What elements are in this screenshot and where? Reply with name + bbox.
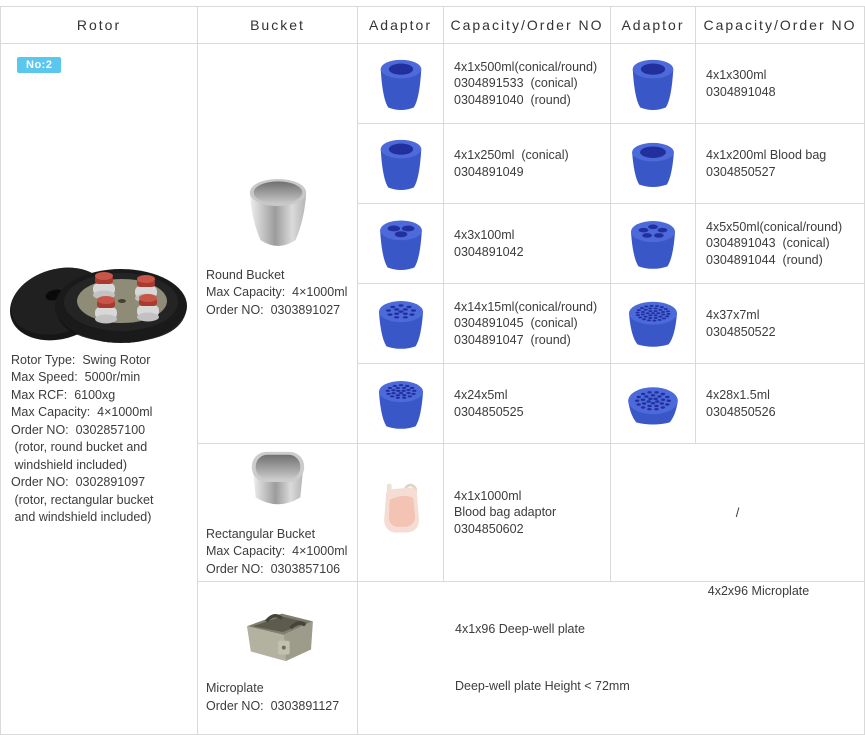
adaptor-cup-1hole-icon (624, 53, 682, 115)
bucket-spec-line: Max Capacity: 4×1000ml (206, 285, 348, 300)
adaptor-cell (611, 44, 696, 124)
col-header-rotor: Rotor (1, 7, 198, 44)
product-table (0, 6, 865, 735)
rotor-cell (1, 44, 198, 735)
adaptor-cell (358, 44, 444, 124)
col-header-capacity-1: Capacity/Order NO (444, 7, 611, 44)
rotor-spec-line: Rotor Type: Swing Rotor (11, 352, 151, 367)
rectangular-bucket-specs (198, 526, 357, 579)
rotor-specs (11, 352, 187, 527)
capacity-line: 0304891533 (conical) (454, 76, 578, 91)
capacity-line: 0304850525 (454, 404, 524, 419)
capacity-line: 0304891040 (round) (454, 92, 571, 107)
adaptor-cup-37hole-icon (623, 294, 683, 354)
capacity-line: 4x1x200ml Blood bag (706, 148, 827, 162)
bucket-spec-line: Round Bucket (206, 267, 285, 282)
capacity-cell (444, 204, 611, 284)
adaptor-cell (358, 124, 444, 204)
adaptor-cell (358, 364, 444, 444)
adaptor-cup-1hole-short-icon (624, 133, 682, 195)
rectangular-bucket-cell (198, 444, 358, 582)
capacity-cell (444, 444, 611, 582)
blood-bag-adaptor-image (374, 528, 428, 545)
bucket-spec-line: Microplate (206, 681, 264, 695)
capacity-cell (696, 284, 865, 364)
rectangular-bucket-image (246, 447, 310, 518)
microplate-capacity-text: 4x2x96 Microplate (707, 584, 810, 598)
capacity-cell (696, 204, 865, 284)
capacity-line: Blood bag adaptor (454, 505, 557, 520)
rotor-spec-line: (rotor, rectangular bucket (11, 492, 154, 507)
capacity-cell (696, 364, 865, 444)
bucket-spec-line: Order NO: 0303857106 (206, 561, 341, 576)
adaptor-cell (358, 284, 444, 364)
capacity-line: 4x5x50ml(conical/round) (706, 219, 843, 234)
adaptor-cell (358, 444, 444, 582)
capacity-cell (696, 124, 865, 204)
capacity-line: 0304850526 (706, 404, 776, 419)
capacity-line: 0304891048 (706, 84, 776, 99)
deep-well-plate-text (455, 582, 630, 734)
microplate-specs (198, 680, 357, 715)
col-header-adaptor-1: Adaptor (358, 7, 444, 44)
rotor-spec-line: (rotor, round bucket and (11, 440, 148, 454)
capacity-cell (696, 44, 865, 124)
adaptor-cup-1hole-icon (372, 53, 430, 115)
adaptor-cup-5hole-icon (624, 213, 682, 275)
capacity-line: 4x1x250ml (conical) (454, 148, 569, 162)
microplate-image (237, 601, 319, 672)
capacity-line: 0304891043 (conical) (706, 236, 830, 251)
col-header-capacity-2: Capacity/Order NO (696, 7, 865, 44)
capacity-cell (444, 124, 611, 204)
capacity-cell (444, 284, 611, 364)
empty-slash-cell: / (611, 444, 865, 582)
rotor-spec-line: Max RCF: 6100xg (11, 387, 116, 402)
adaptor-disc-28hole-icon (622, 377, 684, 431)
capacity-line: 4x1x500ml(conical/round) (454, 59, 598, 74)
bucket-spec-line: Order NO: 0303891027 (206, 302, 341, 317)
col-header-bucket: Bucket (198, 7, 358, 44)
bucket-spec-line: Order NO: 0303891127 (206, 698, 340, 713)
rotor-spec-line: Order NO: 0302857100 (11, 422, 146, 437)
capacity-line: 0304891045 (conical) (454, 316, 578, 331)
rotor-spec-line: Max Speed: 5000r/min (11, 370, 141, 384)
microplate-cell (198, 582, 358, 735)
adaptor-cell (611, 204, 696, 284)
adaptor-cell (611, 364, 696, 444)
microplate-capacity-cell (358, 582, 865, 735)
adaptor-cell (611, 284, 696, 364)
swing-rotor-image (9, 252, 189, 344)
capacity-line: 4x3x100ml (454, 228, 515, 242)
capacity-line: 0304891044 (round) (706, 252, 823, 267)
rotor-spec-line: and windshield included) (11, 510, 152, 524)
capacity-line: 4x24x5ml (454, 388, 508, 402)
adaptor-cell (611, 124, 696, 204)
capacity-line: 0304891049 (454, 164, 524, 179)
capacity-line: 4x1x300ml (706, 68, 767, 82)
bucket-spec-line: Max Capacity: 4×1000ml (206, 544, 348, 559)
rotor-spec-line: windshield included) (11, 457, 128, 472)
col-header-adaptor-2: Adaptor (611, 7, 696, 44)
capacity-line: Deep-well plate Height < 72mm (455, 679, 630, 693)
capacity-line: 0304850527 (706, 164, 776, 179)
adaptor-cup-24hole-icon (372, 373, 430, 435)
adaptor-row-1 (1, 44, 865, 124)
adaptor-cup-14hole-icon (372, 293, 430, 355)
header-row (1, 7, 865, 44)
capacity-cell (444, 364, 611, 444)
capacity-line: 4x37x7ml (706, 308, 760, 322)
rotor-spec-line: Order NO: 0302891097 (11, 475, 146, 489)
capacity-line: 0304850602 (454, 521, 524, 536)
capacity-line: 4x14x15ml(conical/round) (454, 299, 598, 314)
round-bucket-image (244, 168, 312, 259)
capacity-line: 4x1x96 Deep-well plate (455, 622, 585, 636)
capacity-line: 0304850522 (706, 324, 776, 339)
adaptor-cup-3hole-icon (372, 213, 430, 275)
capacity-cell (444, 44, 611, 124)
rotor-number-badge: No:2 (17, 57, 61, 73)
round-bucket-cell (198, 44, 358, 444)
rotor-spec-line: Max Capacity: 4×1000ml (11, 405, 153, 419)
adaptor-cup-1hole-icon (372, 133, 430, 195)
round-bucket-specs (198, 267, 357, 320)
adaptor-cell (358, 204, 444, 284)
capacity-line: 4x1x1000ml (454, 488, 522, 503)
capacity-line: 0304891042 (454, 244, 524, 259)
bucket-spec-line: Rectangular Bucket (206, 526, 316, 541)
capacity-line: 4x28x1.5ml (706, 388, 770, 402)
capacity-line: 0304891047 (round) (454, 332, 571, 347)
